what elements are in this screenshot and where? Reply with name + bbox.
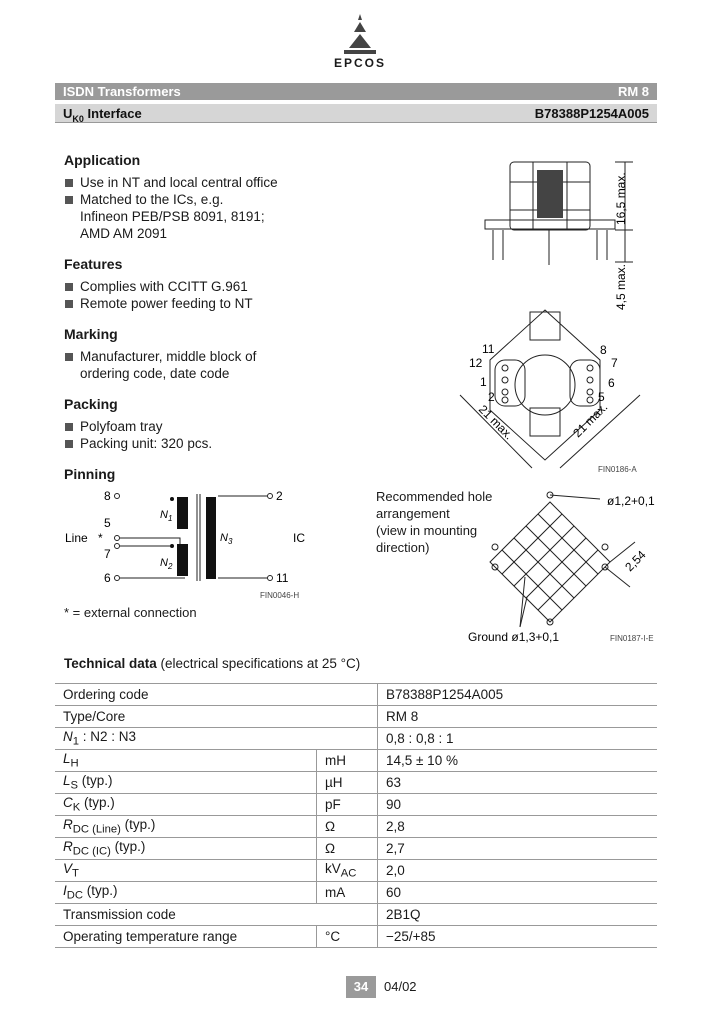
pin-label: 12 (469, 356, 483, 370)
list-item: Complies with CCITT G.961 (64, 278, 248, 295)
height-dimension: 16,5 max. (614, 172, 628, 225)
pin-label: 11 (276, 571, 289, 585)
table-row: $L_S$ (typ.) µH 63 (55, 772, 657, 794)
table-row: $R_{DC (IC)}$ (typ.) Ω 2,7 (55, 838, 657, 860)
pin-label: 6 (104, 571, 111, 585)
table-row: $N_1$ : N2 : N3 0,8 : 0,8 : 1 (55, 728, 657, 750)
pin-label: 5 (104, 516, 111, 530)
page-title: ISDN Transformers (63, 84, 181, 99)
brand-name: EPCOS (333, 56, 386, 70)
winding-n2: $N_2$ (160, 557, 173, 571)
table-row: $L_H$ mH 14,5 ± 10 % (55, 750, 657, 772)
table-row: Transmission code 2B1Q (55, 904, 657, 926)
table-row: Operating temperature range °C −25/+85 (55, 926, 657, 948)
pin-label: 2 (488, 390, 495, 404)
star-mark: * (98, 531, 103, 545)
table-row: Type/Core RM 8 (55, 706, 657, 728)
pin-label: 5 (598, 390, 605, 404)
application-heading: Application (64, 152, 141, 168)
table-row: $R_{DC (Line)}$ (typ.) Ω 2,8 (55, 816, 657, 838)
ground-hole-dimension: Ground ø1,3+0,1 (468, 630, 560, 644)
table-row: Ordering code B78388P1254A005 (55, 684, 657, 706)
part-number: B78388P1254A005 (534, 106, 649, 121)
list-item: Remote power feeding to NT (64, 295, 253, 312)
list-item: Use in NT and local central office (64, 174, 278, 191)
hole-caption: Recommended hole arrangement (view in mounting direction) (376, 489, 493, 555)
figure-code: FIN0187-I-E (610, 634, 654, 643)
title-bar (55, 83, 657, 100)
pin-label: 6 (608, 376, 615, 390)
pin-label: 8 (600, 343, 607, 357)
pinning-note: * = external connection (64, 605, 197, 620)
pinning-diagram (60, 486, 320, 601)
epcos-logo-icon (335, 14, 385, 56)
page-number: 34 (346, 976, 376, 998)
line-label: Line (65, 531, 88, 545)
list-item: Packing unit: 320 pcs. (64, 435, 212, 452)
page-subtitle: $U_{K0}$ Interface (63, 106, 142, 124)
core-type: RM 8 (617, 84, 649, 99)
pinning-heading: Pinning (64, 466, 116, 482)
pin-label: 1 (480, 375, 487, 389)
pin-label: 7 (611, 356, 618, 370)
pin-label: 11 (482, 342, 495, 356)
list-item: Polyfoam tray (64, 418, 163, 435)
figure-code: FIN0046-H (260, 591, 300, 600)
pin-dimension: 4,5 max. (614, 263, 628, 310)
figure-code: FIN0186-A (598, 465, 637, 474)
width-dimension-right: 21 max. (570, 400, 611, 441)
top-view-drawing (450, 300, 655, 478)
winding-n1: $N_1$ (160, 509, 173, 523)
table-row: $I_{DC}$ (typ.) mA 60 (55, 882, 657, 904)
packing-heading: Packing (64, 396, 118, 412)
winding-n3: $N_3$ (220, 532, 233, 546)
technical-data-table (55, 683, 657, 948)
hole-dimension: ø1,2+0,1 (607, 494, 655, 508)
table-row: $V_T$ $kV_{AC}$ 2,0 (55, 860, 657, 882)
technical-heading: Technical data (electrical specifications at 25 °C) (64, 656, 361, 671)
table-row: $C_K$ (typ.) pF 90 (55, 794, 657, 816)
page-date: 04/02 (384, 979, 417, 994)
pin-label: 8 (104, 489, 111, 503)
pitch-dimension: 2,54 (622, 547, 649, 575)
side-view-drawing (475, 150, 655, 312)
features-heading: Features (64, 256, 123, 272)
pin-label: 7 (104, 547, 111, 561)
ic-label: IC (293, 531, 305, 545)
list-item: Manufacturer, middle block of ordering code, date code (64, 348, 256, 382)
marking-heading: Marking (64, 326, 118, 342)
pin-label: 2 (276, 489, 283, 503)
list-item: Matched to the ICs, e.g. Infineon PEB/PSB 8091, 8191; AMD AM 2091 (64, 191, 265, 242)
subtitle-bar (55, 104, 657, 123)
hole-arrangement-drawing (465, 487, 660, 647)
width-dimension-left: 21 max. (475, 402, 516, 443)
